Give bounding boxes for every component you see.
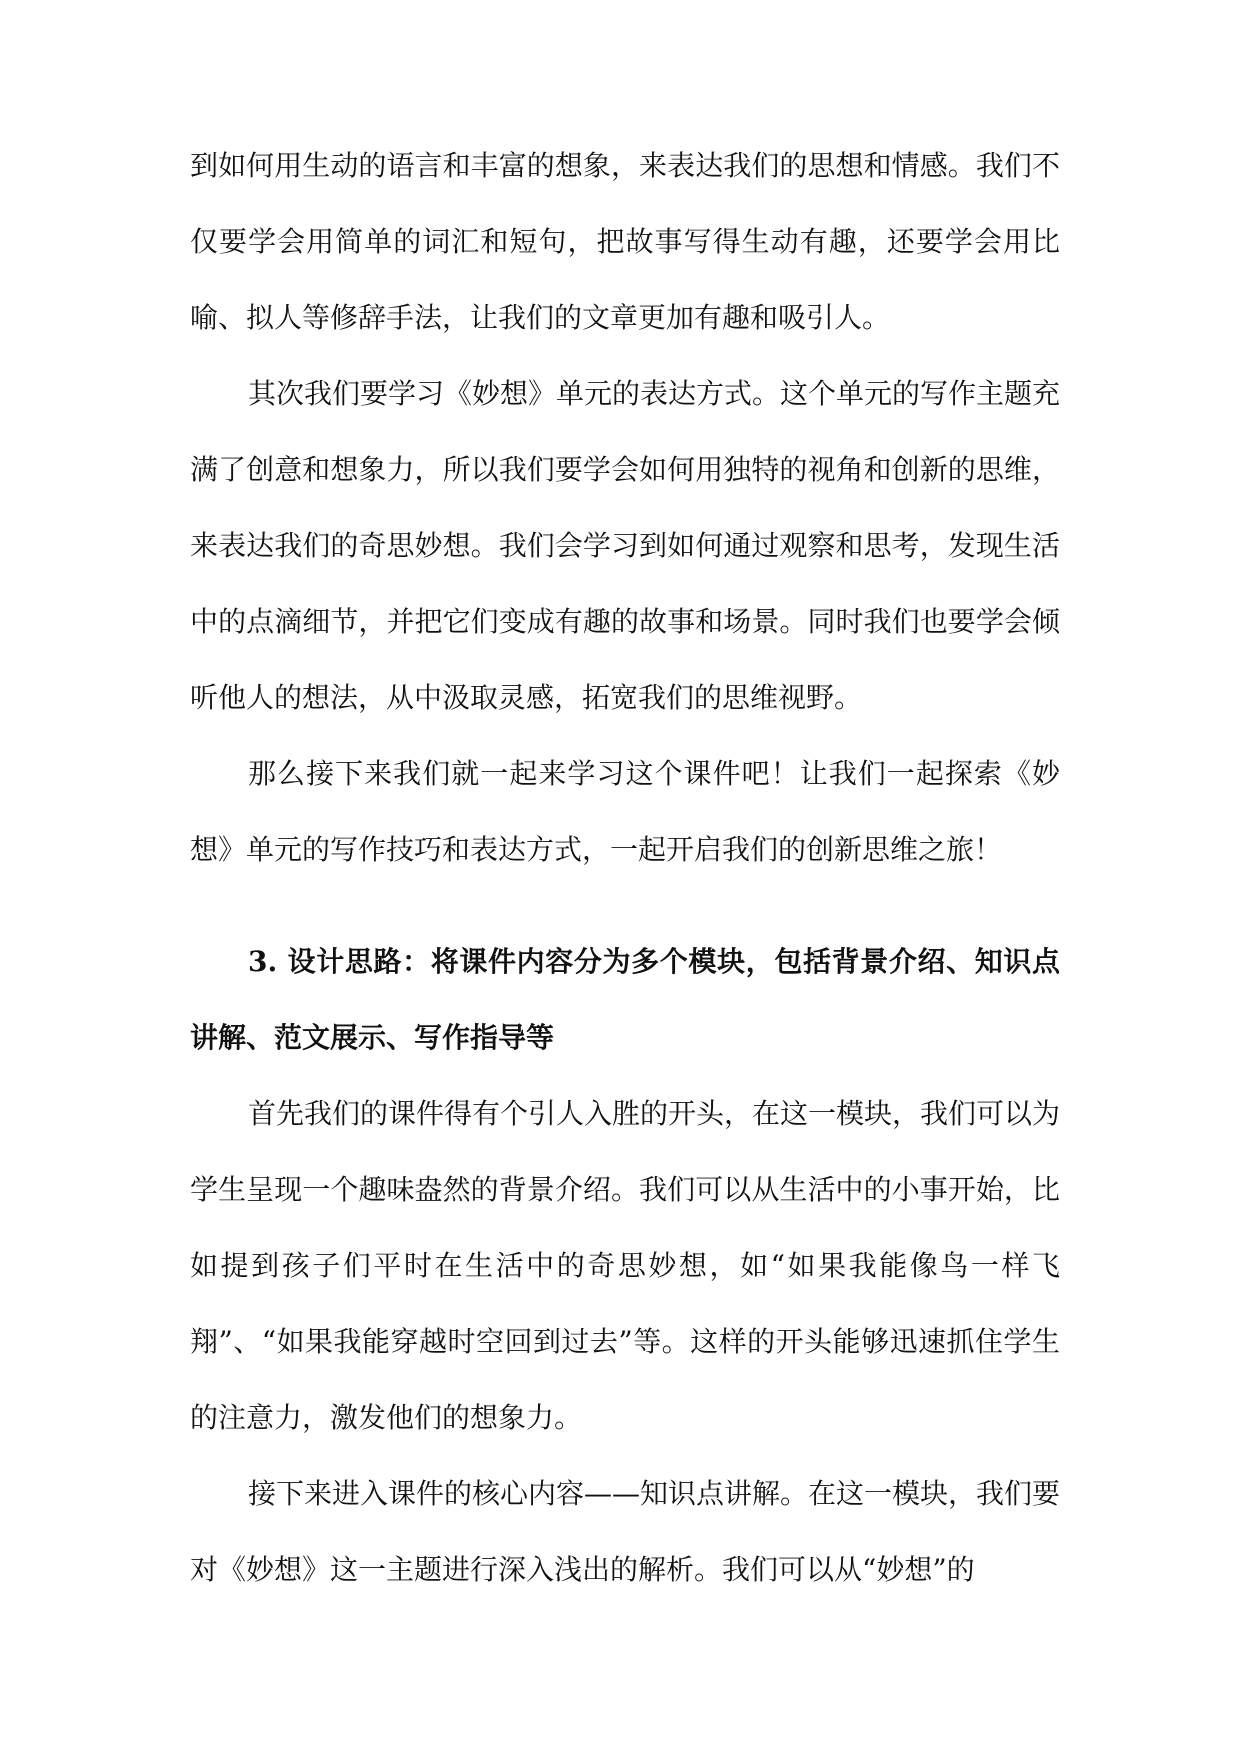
document-page (190, 128, 1060, 1608)
paragraph-knowledge-module: 接下来进入课件的核心内容——知识点讲解。在这一模块，我们要对《妙想》这一主题进行深入浅出的解析。我们可以从“妙想”的 (190, 1477, 1061, 1586)
paragraph-continuation: 到如何用生动的语言和丰富的想象，来表达我们的思想和情感。我们不仅要学会用简单的词汇和短句，把故事写得生动有趣，还要学会用比喻、拟人等修辞手法，让我们的文章更加有趣和吸引人。 (190, 149, 1060, 334)
section-spacer (190, 888, 1060, 924)
paragraph-closing-intro: 那么接下来我们就一起来学习这个课件吧！让我们一起探索《妙想》单元的写作技巧和表达方式，一起开启我们的创新思维之旅！ (190, 757, 1060, 866)
paragraph-expression-style: 其次我们要学习《妙想》单元的表达方式。这个单元的写作主题充满了创意和想象力，所以我们要学会如何用独特的视角和创新的思维，来表达我们的奇思妙想。我们会学习到如何通过观察和思考，发现生活中的点滴细节，并把它们变成有趣的故事和场景。同时我们也要学会倾听他人的想法，从中汲取灵感，拓宽我们的思维视野。 (190, 377, 1061, 714)
section-heading-design: 3. 设计思路：将课件内容分为多个模块，包括背景介绍、知识点讲解、范文展示、写作指导等 (190, 945, 1060, 1054)
paragraph-background-module: 首先我们的课件得有个引人入胜的开头，在这一模块，我们可以为学生呈现一个趣味盎然的背景介绍。我们可以从生活中的小事开始，比如提到孩子们平时在生活中的奇思妙想，如“如果我能像鸟一样飞翔”、“如果我能穿越时空回到过去”等。这样的开头能够迅速抓住学生的注意力，激发他们的想象力。 (190, 1097, 1061, 1434)
